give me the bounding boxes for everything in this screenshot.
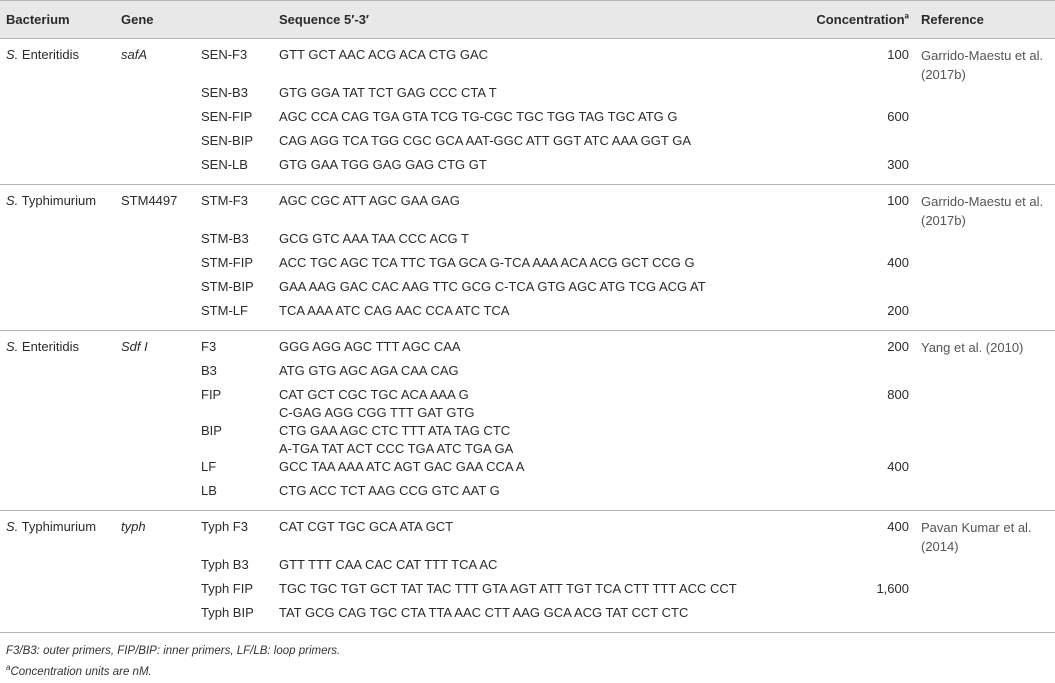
gene-name: typh: [121, 519, 146, 534]
table-row: [0, 604, 1055, 633]
cell-gene: [115, 556, 195, 580]
sequence-line: TAT GCG CAG TGC CTA TTA AAC CTT AAG GCA ACG TAT CCT CTC: [279, 605, 689, 620]
cell-concentration: [775, 132, 915, 156]
reference-line: (2017b): [921, 213, 966, 228]
cell-reference: [915, 331, 1055, 363]
table-header: [0, 1, 1055, 39]
bacterium-genus: S.: [6, 519, 19, 534]
table-row: [0, 580, 1055, 604]
sequence-line: C-GAG AGG CGG TTT GAT GTG: [279, 405, 475, 420]
cell-gene: [115, 511, 195, 557]
sequence-line: CAG AGG TCA TGG CGC GCA AAT-GGC ATT GGT ATC AAA GGT GA: [279, 133, 692, 148]
cell-reference: [915, 39, 1055, 85]
cell-primer: STM-F3: [201, 193, 248, 208]
cell-sequence: [273, 39, 775, 85]
table-row: [0, 511, 1055, 557]
sequence-line: GAA AAG GAC CAC AAG TTC GCG C-TCA GTG AGC ATG TCG ACG AT: [279, 279, 706, 294]
cell-reference: [915, 604, 1055, 633]
cell-reference: [915, 156, 1055, 185]
cell-concentration: 200: [887, 303, 909, 318]
cell-concentration: 1,600: [876, 581, 909, 596]
cell-primer: Typh BIP: [201, 605, 254, 620]
sequence-line: TGC TGC TGT GCT TAT TAC TTT GTA AGT ATT TGT TCA CTT TTT ACC CCT: [279, 581, 737, 596]
cell-concentration: [775, 422, 915, 458]
primer-group: [0, 331, 1055, 511]
header-concentration-label: Concentration: [816, 12, 905, 27]
cell-sequence: [273, 604, 775, 633]
primer-group: [0, 39, 1055, 185]
header-sequence: Sequence 5′-3′: [279, 12, 370, 27]
primer-group: [0, 511, 1055, 633]
cell-primer: STM-BIP: [201, 279, 254, 294]
table-row: [0, 422, 1055, 458]
bacterium-species: Typhimurium: [18, 519, 97, 534]
header-gene: Gene: [121, 12, 154, 27]
cell-primer: STM-B3: [201, 231, 249, 246]
gene-name: safA: [121, 47, 148, 62]
bacterium-genus: S.: [6, 47, 19, 62]
cell-primer: Typh F3: [201, 519, 248, 534]
header-primer: [195, 1, 273, 39]
cell-reference: [915, 458, 1055, 482]
cell-concentration: [775, 482, 915, 511]
cell-sequence: [273, 580, 775, 604]
primer-group: [0, 185, 1055, 331]
cell-concentration: 600: [887, 109, 909, 124]
reference-line: Yang et al. (2010): [921, 340, 1024, 355]
cell-sequence: [273, 156, 775, 185]
reference-line: Garrido-Maestu et al.: [921, 48, 1044, 63]
table-row: [0, 362, 1055, 386]
cell-reference: [915, 84, 1055, 108]
cell-bacterium: [0, 278, 115, 302]
cell-gene: [115, 185, 195, 231]
cell-gene: [115, 278, 195, 302]
cell-primer: SEN-LB: [201, 157, 248, 172]
cell-primer: SEN-B3: [201, 85, 248, 100]
cell-concentration: [775, 84, 915, 108]
cell-bacterium: [0, 511, 115, 557]
cell-gene: [115, 156, 195, 185]
cell-reference: [915, 230, 1055, 254]
cell-bacterium: [0, 156, 115, 185]
cell-primer: FIP: [201, 387, 222, 402]
table-row: [0, 254, 1055, 278]
table-row: [0, 132, 1055, 156]
bacterium-species: Typhimurium: [18, 193, 97, 208]
cell-sequence: [273, 108, 775, 132]
cell-sequence: [273, 458, 775, 482]
footnote-units-text: Concentration units are nM.: [10, 666, 152, 678]
cell-concentration: [775, 278, 915, 302]
table-row: [0, 331, 1055, 363]
cell-sequence: [273, 132, 775, 156]
footnote-units: [6, 662, 1055, 683]
cell-bacterium: [0, 386, 115, 422]
bacterium-species: Enteritidis: [18, 339, 79, 354]
cell-gene: [115, 230, 195, 254]
table-row: [0, 386, 1055, 422]
sequence-line: TCA AAA ATC CAG AAC CCA ATC TCA: [279, 303, 510, 318]
cell-primer: SEN-FIP: [201, 109, 253, 124]
cell-sequence: [273, 422, 775, 458]
cell-reference: [915, 132, 1055, 156]
header-reference: Reference: [921, 12, 984, 27]
footnote-abbreviations: F3/B3: outer primers, FIP/BIP: inner primers, LF/LB: loop primers.: [6, 645, 341, 657]
table-row: [0, 84, 1055, 108]
cell-reference: [915, 185, 1055, 231]
cell-reference: [915, 386, 1055, 422]
cell-reference: [915, 556, 1055, 580]
table-row: [0, 482, 1055, 511]
cell-primer: B3: [201, 363, 217, 378]
cell-concentration: 100: [887, 47, 909, 62]
table-row: [0, 556, 1055, 580]
table-footnotes: [0, 633, 1055, 683]
cell-gene: [115, 604, 195, 633]
sequence-line: AGC CCA CAG TGA GTA TCG TG-CGC TGC TGG TAG TGC ATG G: [279, 109, 678, 124]
table-row: [0, 278, 1055, 302]
cell-gene: [115, 362, 195, 386]
reference-line: Garrido-Maestu et al.: [921, 194, 1044, 209]
reference-line: (2017b): [921, 67, 966, 82]
cell-concentration: 400: [887, 255, 909, 270]
cell-gene: [115, 302, 195, 331]
cell-gene: [115, 482, 195, 511]
cell-primer: BIP: [201, 423, 222, 438]
cell-gene: [115, 108, 195, 132]
cell-reference: [915, 422, 1055, 458]
cell-bacterium: [0, 604, 115, 633]
cell-primer: STM-FIP: [201, 255, 253, 270]
header-row: [0, 1, 1055, 39]
bacterium-genus: S.: [6, 339, 19, 354]
cell-gene: [115, 580, 195, 604]
cell-reference: [915, 511, 1055, 557]
bacterium-genus: S.: [6, 193, 19, 208]
cell-gene: [115, 84, 195, 108]
gene-name: STM4497: [121, 193, 178, 208]
cell-bacterium: [0, 331, 115, 363]
cell-reference: [915, 580, 1055, 604]
cell-sequence: [273, 482, 775, 511]
cell-reference: [915, 108, 1055, 132]
cell-concentration: 300: [887, 157, 909, 172]
cell-concentration: 100: [887, 193, 909, 208]
sequence-line: GCG GTC AAA TAA CCC ACG T: [279, 231, 469, 246]
cell-bacterium: [0, 254, 115, 278]
cell-bacterium: [0, 422, 115, 458]
cell-gene: [115, 132, 195, 156]
cell-bacterium: [0, 458, 115, 482]
cell-gene: [115, 254, 195, 278]
reference-line: Pavan Kumar et al.: [921, 520, 1032, 535]
cell-primer: STM-LF: [201, 303, 248, 318]
sequence-line: GTT TTT CAA CAC CAT TTT TCA AC: [279, 557, 498, 572]
table-row: [0, 185, 1055, 231]
cell-reference: [915, 482, 1055, 511]
sequence-line: GGG AGG AGC TTT AGC CAA: [279, 339, 461, 354]
cell-primer: Typh B3: [201, 557, 249, 572]
sequence-line: ATG GTG AGC AGA CAA CAG: [279, 363, 459, 378]
cell-bacterium: [0, 362, 115, 386]
cell-gene: [115, 39, 195, 85]
table-row: [0, 458, 1055, 482]
sequence-line: CAT GCT CGC TGC ACA AAA G: [279, 387, 469, 402]
cell-bacterium: [0, 185, 115, 231]
header-concentration-sup: a: [904, 11, 909, 21]
cell-primer: F3: [201, 339, 217, 354]
cell-gene: [115, 422, 195, 458]
cell-sequence: [273, 230, 775, 254]
sequence-line: CTG GAA AGC CTC TTT ATA TAG CTC: [279, 423, 511, 438]
sequence-line: A-TGA TAT ACT CCC TGA ATC TGA GA: [279, 441, 514, 456]
cell-concentration: [775, 362, 915, 386]
cell-concentration: [775, 230, 915, 254]
cell-bacterium: [0, 39, 115, 85]
reference-line: (2014): [921, 539, 959, 554]
cell-bacterium: [0, 84, 115, 108]
footnote-units-sup: a: [6, 663, 11, 673]
cell-primer: SEN-F3: [201, 47, 248, 62]
gene-name: Sdf I: [121, 339, 148, 354]
cell-sequence: [273, 362, 775, 386]
cell-sequence: [273, 254, 775, 278]
cell-concentration: [775, 604, 915, 633]
sequence-line: ACC TGC AGC TCA TTC TGA GCA G-TCA AAA ACA ACG GCT CCG G: [279, 255, 695, 270]
cell-bacterium: [0, 302, 115, 331]
cell-reference: [915, 362, 1055, 386]
cell-bacterium: [0, 108, 115, 132]
cell-sequence: [273, 84, 775, 108]
cell-bacterium: [0, 132, 115, 156]
sequence-line: GTG GGA TAT TCT GAG CCC CTA T: [279, 85, 497, 100]
cell-concentration: 800: [887, 387, 909, 402]
cell-bacterium: [0, 482, 115, 511]
cell-concentration: 200: [887, 339, 909, 354]
cell-reference: [915, 254, 1055, 278]
cell-primer: LF: [201, 459, 217, 474]
table-row: [0, 230, 1055, 254]
cell-gene: [115, 458, 195, 482]
cell-reference: [915, 278, 1055, 302]
cell-sequence: [273, 331, 775, 363]
cell-bacterium: [0, 580, 115, 604]
cell-gene: [115, 331, 195, 363]
cell-primer: Typh FIP: [201, 581, 254, 596]
sequence-line: GTG GAA TGG GAG GAG CTG GT: [279, 157, 487, 172]
table-row: [0, 39, 1055, 85]
cell-sequence: [273, 511, 775, 557]
cell-concentration: [775, 556, 915, 580]
cell-sequence: [273, 302, 775, 331]
sequence-line: AGC CGC ATT AGC GAA GAG: [279, 193, 460, 208]
cell-concentration: 400: [887, 459, 909, 474]
cell-concentration: 400: [887, 519, 909, 534]
bacterium-species: Enteritidis: [18, 47, 79, 62]
sequence-line: CTG ACC TCT AAG CCG GTC AAT G: [279, 483, 500, 498]
cell-primer: LB: [201, 483, 217, 498]
sequence-line: GTT GCT AAC ACG ACA CTG GAC: [279, 47, 489, 62]
table-row: [0, 156, 1055, 185]
cell-sequence: [273, 278, 775, 302]
cell-sequence: [273, 556, 775, 580]
cell-reference: [915, 302, 1055, 331]
cell-primer: SEN-BIP: [201, 133, 254, 148]
sequence-line: GCC TAA AAA ATC AGT GAC GAA CCA A: [279, 459, 525, 474]
table-row: [0, 108, 1055, 132]
cell-bacterium: [0, 230, 115, 254]
header-concentration: [775, 1, 915, 39]
sequence-line: CAT CGT TGC GCA ATA GCT: [279, 519, 454, 534]
table-row: [0, 302, 1055, 331]
cell-sequence: [273, 386, 775, 422]
cell-sequence: [273, 185, 775, 231]
cell-gene: [115, 386, 195, 422]
cell-bacterium: [0, 556, 115, 580]
header-bacterium: Bacterium: [6, 12, 70, 27]
